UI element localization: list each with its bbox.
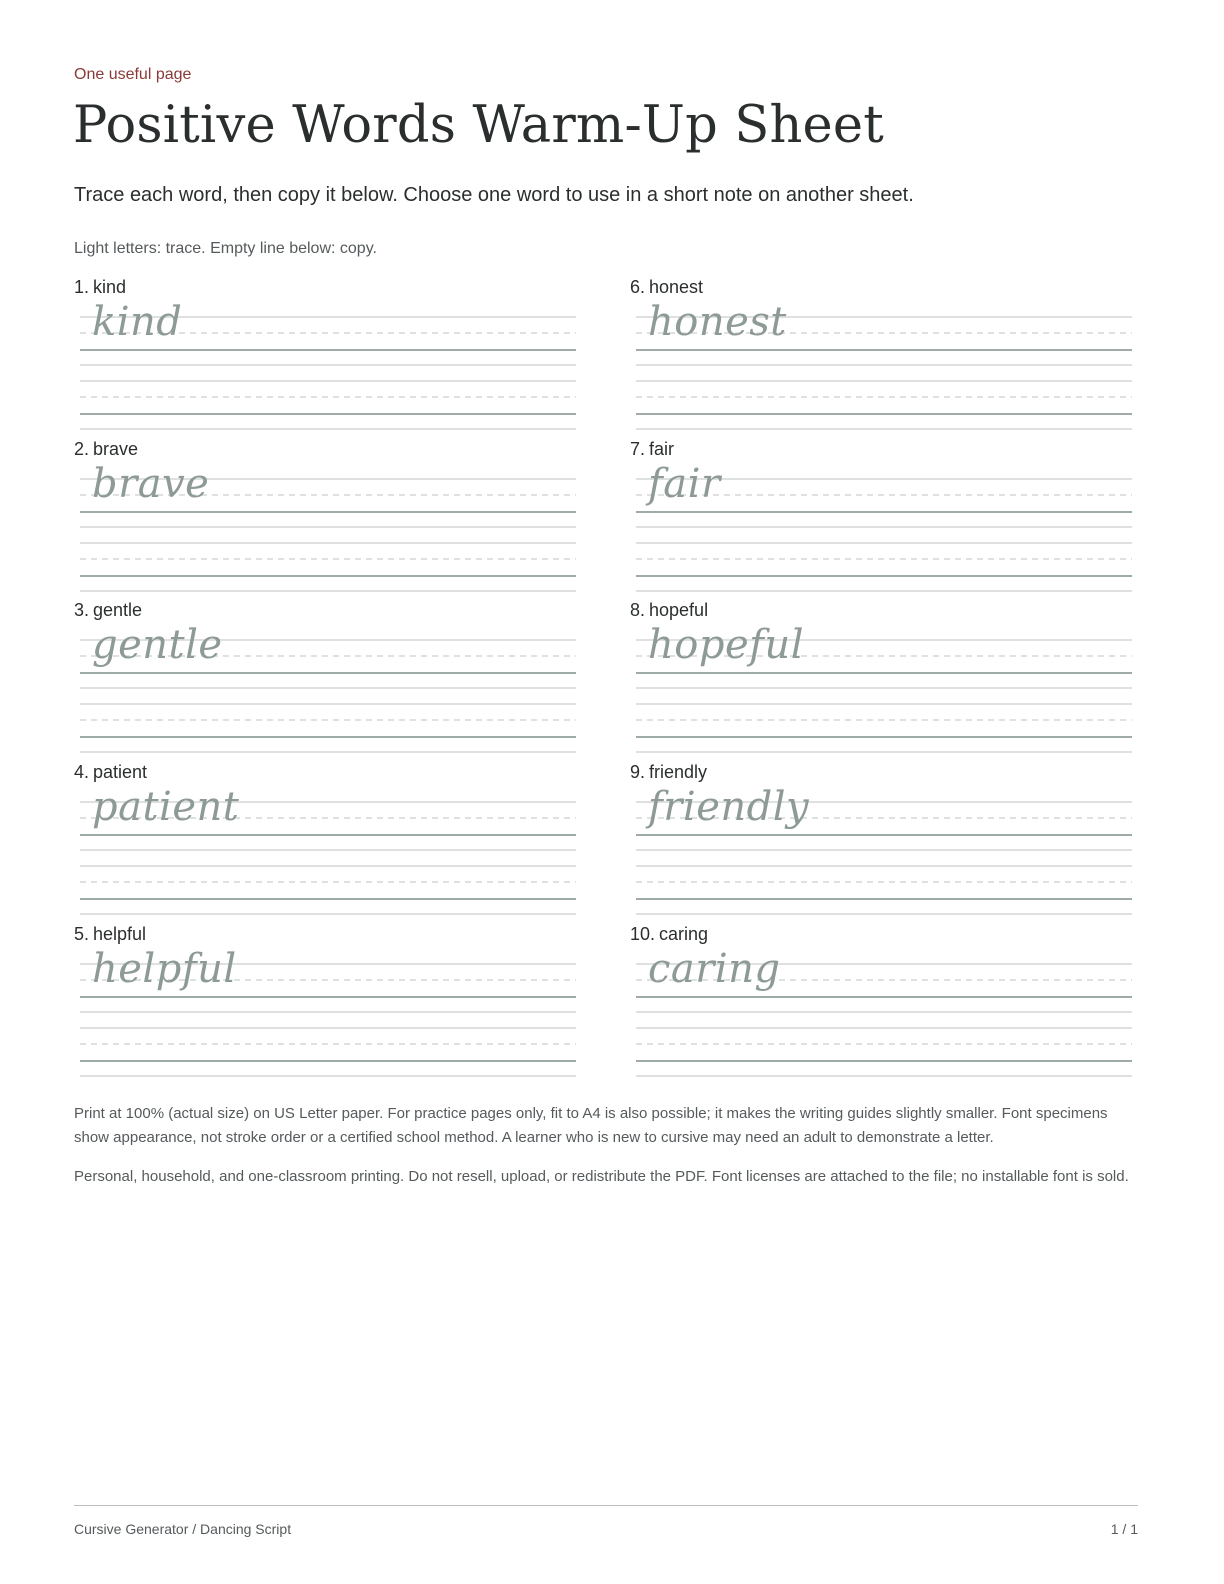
instructions: Trace each word, then copy it below. Choose one word to use in a short note on another sheet.: [74, 184, 914, 206]
word-label: 10. caring: [630, 924, 709, 944]
word-label: 6. honest: [630, 277, 704, 297]
word-label: 5. helpful: [74, 924, 147, 944]
word-block: [74, 600, 576, 750]
word-label: 8. hopeful: [630, 600, 709, 620]
kicker: One useful page: [74, 66, 192, 83]
footer-divider: [74, 1505, 1138, 1506]
word-label: 1. kind: [74, 277, 127, 297]
word-label: 9. friendly: [630, 762, 708, 782]
print-instructions: Print at 100% (actual size) on US Letter paper. For practice pages only, fit to A4 is also possible; it makes the writing guides slightly smaller. Font specimens show appearance, not stroke order or a certified school method. A learner who is new to cursive may need an adult to demonstrate a letter.: [74, 1105, 1108, 1146]
page-title: Positive Words Warm-Up Sheet: [73, 96, 884, 155]
word-block: [74, 762, 576, 912]
word-label: 7. fair: [630, 439, 675, 459]
word-label: 2. brave: [74, 439, 139, 459]
word-block: [74, 924, 576, 1074]
word-block: [74, 439, 576, 589]
trace-word: hopeful: [648, 622, 804, 668]
trace-word: honest: [648, 299, 787, 345]
trace-word: brave: [92, 461, 210, 507]
trace-word: caring: [648, 946, 781, 992]
word-block: [74, 277, 576, 427]
license-note: Personal, household, and one-classroom printing. Do not resell, upload, or redistribute the PDF. Font licenses are attached to the file; no installable font is sold.: [74, 1168, 1129, 1185]
word-label: 4. patient: [74, 762, 148, 782]
word-block: [630, 600, 1132, 750]
print-notes: [74, 1102, 1140, 1204]
trace-word: patient: [92, 784, 240, 830]
trace-word: helpful: [92, 946, 237, 992]
word-block: [630, 439, 1132, 589]
trace-word: friendly: [648, 784, 810, 830]
word-block: [630, 924, 1132, 1074]
word-block: [630, 762, 1132, 912]
page-number: 1 / 1: [1110, 1521, 1138, 1537]
trace-word: gentle: [92, 622, 223, 668]
word-label: 3. gentle: [74, 600, 143, 620]
trace-word: fair: [648, 461, 721, 507]
footer-source: Cursive Generator / Dancing Script: [74, 1521, 292, 1537]
legend: Light letters: trace. Empty line below: copy.: [74, 240, 377, 257]
trace-word: kind: [92, 299, 183, 345]
word-block: [630, 277, 1132, 427]
